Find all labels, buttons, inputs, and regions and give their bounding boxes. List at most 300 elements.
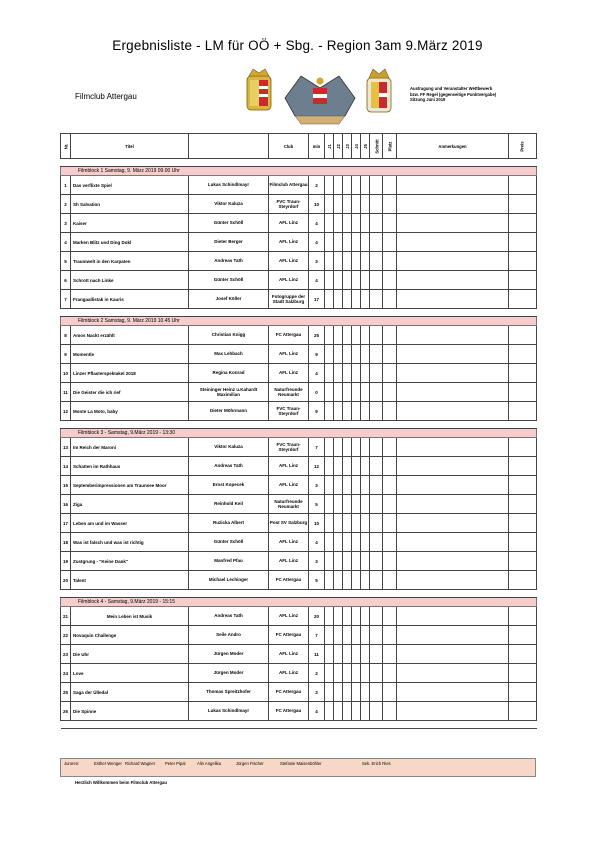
score-cell[interactable] [361, 364, 370, 383]
score-cell[interactable] [383, 626, 397, 645]
cell-titel: Mein Leben ist Musik [71, 607, 189, 626]
score-cell[interactable] [361, 326, 370, 345]
cell-autor: Günter Schöll [189, 214, 269, 233]
score-cell[interactable] [352, 438, 361, 457]
score-cell[interactable] [343, 533, 352, 552]
table-row [61, 326, 537, 345]
score-cell[interactable] [509, 364, 537, 383]
score-cell[interactable] [352, 683, 361, 702]
juror-name: Esther Wenger [94, 761, 122, 766]
score-cell[interactable] [383, 552, 397, 571]
score-cell[interactable] [397, 683, 509, 702]
score-cell[interactable] [325, 195, 334, 214]
score-cell[interactable] [370, 571, 383, 590]
score-cell[interactable] [397, 702, 509, 721]
score-cell[interactable] [361, 495, 370, 514]
score-cell[interactable] [370, 290, 383, 309]
score-cell[interactable] [509, 438, 537, 457]
score-cell[interactable] [325, 607, 334, 626]
score-cell[interactable] [509, 345, 537, 364]
score-cell[interactable] [325, 476, 334, 495]
score-cell[interactable] [343, 495, 352, 514]
cell-min: 3 [309, 476, 325, 495]
score-cell[interactable] [334, 571, 343, 590]
score-cell[interactable] [361, 457, 370, 476]
cell-club: Naturfreunde Neumarkt [269, 383, 309, 402]
score-cell[interactable] [352, 514, 361, 533]
score-cell[interactable] [361, 252, 370, 271]
col-nr: Nr. [61, 134, 71, 159]
cell-nr: 2 [61, 195, 71, 214]
score-cell[interactable] [383, 383, 397, 402]
score-cell[interactable] [352, 476, 361, 495]
score-cell[interactable] [361, 514, 370, 533]
score-cell[interactable] [361, 214, 370, 233]
score-cell[interactable] [383, 495, 397, 514]
score-cell[interactable] [370, 438, 383, 457]
score-cell[interactable] [343, 271, 352, 290]
score-cell[interactable] [325, 252, 334, 271]
score-cell[interactable] [397, 252, 509, 271]
score-cell[interactable] [397, 233, 509, 252]
score-cell[interactable] [361, 345, 370, 364]
score-cell[interactable] [325, 402, 334, 421]
score-cell[interactable] [352, 702, 361, 721]
score-cell[interactable] [383, 176, 397, 195]
score-cell[interactable] [334, 176, 343, 195]
score-cell[interactable] [352, 457, 361, 476]
score-cell[interactable] [343, 607, 352, 626]
score-cell[interactable] [509, 326, 537, 345]
score-cell[interactable] [334, 495, 343, 514]
table-row [61, 533, 537, 552]
score-cell[interactable] [325, 233, 334, 252]
score-cell[interactable] [343, 476, 352, 495]
score-cell[interactable] [370, 214, 383, 233]
cell-autor: Andreas Tath [189, 607, 269, 626]
score-cell[interactable] [325, 290, 334, 309]
block-header-row [61, 167, 537, 176]
score-cell[interactable] [370, 457, 383, 476]
score-cell[interactable] [361, 552, 370, 571]
score-cell[interactable] [334, 438, 343, 457]
score-cell[interactable] [352, 195, 361, 214]
score-cell[interactable] [325, 383, 334, 402]
score-cell[interactable] [397, 402, 509, 421]
score-cell[interactable] [325, 571, 334, 590]
score-cell[interactable] [383, 533, 397, 552]
score-cell[interactable] [343, 402, 352, 421]
score-cell[interactable] [370, 195, 383, 214]
score-cell[interactable] [352, 402, 361, 421]
score-cell[interactable] [509, 533, 537, 552]
score-cell[interactable] [370, 402, 383, 421]
score-cell[interactable] [343, 571, 352, 590]
score-cell[interactable] [352, 326, 361, 345]
score-cell[interactable] [383, 664, 397, 683]
score-cell[interactable] [383, 571, 397, 590]
score-cell[interactable] [352, 271, 361, 290]
score-cell[interactable] [343, 552, 352, 571]
score-cell[interactable] [352, 607, 361, 626]
score-cell[interactable] [397, 438, 509, 457]
score-cell[interactable] [325, 326, 334, 345]
score-cell[interactable] [334, 645, 343, 664]
info-line: Sitzung Juni 2019 [410, 97, 446, 102]
score-cell[interactable] [370, 495, 383, 514]
score-cell[interactable] [325, 702, 334, 721]
score-cell[interactable] [397, 345, 509, 364]
score-cell[interactable] [383, 402, 397, 421]
score-cell[interactable] [397, 626, 509, 645]
score-cell[interactable] [334, 252, 343, 271]
block-header-row [61, 598, 537, 607]
cell-min: 3 [309, 552, 325, 571]
cell-club: AFL Linz [269, 552, 309, 571]
col-platz: Platz [383, 134, 397, 159]
cell-min: 7 [309, 438, 325, 457]
score-cell[interactable] [397, 476, 509, 495]
score-cell[interactable] [361, 571, 370, 590]
cell-min: 4 [309, 214, 325, 233]
score-cell[interactable] [397, 271, 509, 290]
cell-club: FC Attergau [269, 571, 309, 590]
score-cell[interactable] [352, 383, 361, 402]
cell-titel: Momentle [71, 345, 189, 364]
score-cell[interactable] [361, 645, 370, 664]
score-cell[interactable] [334, 290, 343, 309]
score-cell[interactable] [370, 176, 383, 195]
score-cell[interactable] [383, 645, 397, 664]
score-cell[interactable] [334, 702, 343, 721]
score-cell[interactable] [334, 214, 343, 233]
score-cell[interactable] [383, 683, 397, 702]
score-cell[interactable] [370, 364, 383, 383]
score-cell[interactable] [325, 626, 334, 645]
cell-titel: Zustgrung - "Keine Dank" [71, 552, 189, 571]
score-cell[interactable] [383, 195, 397, 214]
score-cell[interactable] [343, 290, 352, 309]
score-cell[interactable] [509, 552, 537, 571]
cell-autor: Christian Knigg [189, 326, 269, 345]
score-cell[interactable] [397, 607, 509, 626]
table-row [61, 233, 537, 252]
score-cell[interactable] [397, 290, 509, 309]
score-cell[interactable] [370, 514, 383, 533]
score-cell[interactable] [397, 214, 509, 233]
score-cell[interactable] [352, 552, 361, 571]
cell-min: 5 [309, 495, 325, 514]
score-cell[interactable] [361, 402, 370, 421]
score-cell[interactable] [325, 664, 334, 683]
score-cell[interactable] [343, 626, 352, 645]
score-cell[interactable] [370, 476, 383, 495]
score-cell[interactable] [383, 233, 397, 252]
score-cell[interactable] [343, 252, 352, 271]
score-cell[interactable] [325, 214, 334, 233]
score-cell[interactable] [361, 664, 370, 683]
score-cell[interactable] [343, 383, 352, 402]
score-cell[interactable] [397, 664, 509, 683]
block-label: Filmblock 3 - Samstag, 9.März 2019 - 13:30 [61, 429, 537, 438]
cell-titel: Die Uhr [71, 645, 189, 664]
score-cell[interactable] [352, 626, 361, 645]
cell-club: FVC Traun-Steyrdorf [269, 438, 309, 457]
score-cell[interactable] [370, 683, 383, 702]
score-cell[interactable] [343, 438, 352, 457]
score-cell[interactable] [370, 345, 383, 364]
cell-min: 0 [309, 383, 325, 402]
score-cell[interactable] [397, 514, 509, 533]
score-cell[interactable] [352, 645, 361, 664]
score-cell[interactable] [343, 214, 352, 233]
score-cell[interactable] [370, 552, 383, 571]
score-cell[interactable] [370, 626, 383, 645]
score-cell[interactable] [325, 345, 334, 364]
score-cell[interactable] [352, 571, 361, 590]
score-cell[interactable] [509, 495, 537, 514]
score-cell[interactable] [509, 214, 537, 233]
score-cell[interactable] [383, 214, 397, 233]
cell-club: AFL Linz [269, 457, 309, 476]
score-cell[interactable] [343, 683, 352, 702]
score-cell[interactable] [334, 457, 343, 476]
juror-name: Sek. Erich Ries [362, 761, 391, 766]
score-cell[interactable] [509, 457, 537, 476]
score-cell[interactable] [361, 290, 370, 309]
score-cell[interactable] [334, 533, 343, 552]
score-cell[interactable] [509, 195, 537, 214]
score-cell[interactable] [334, 626, 343, 645]
score-cell[interactable] [370, 664, 383, 683]
score-cell[interactable] [509, 702, 537, 721]
cell-min: 4 [309, 702, 325, 721]
score-cell[interactable] [509, 514, 537, 533]
cell-autor: Andreas Tath [189, 252, 269, 271]
score-cell[interactable] [343, 514, 352, 533]
score-cell[interactable] [334, 552, 343, 571]
score-cell[interactable] [352, 214, 361, 233]
score-cell[interactable] [509, 252, 537, 271]
score-cell[interactable] [383, 438, 397, 457]
results-table [60, 133, 537, 729]
score-cell[interactable] [361, 607, 370, 626]
cell-nr: 20 [61, 571, 71, 590]
score-cell[interactable] [397, 645, 509, 664]
table-row [61, 383, 537, 402]
club-name: Filmclub Attergau [75, 92, 137, 101]
score-cell[interactable] [370, 233, 383, 252]
score-cell[interactable] [352, 495, 361, 514]
score-cell[interactable] [352, 176, 361, 195]
score-cell[interactable] [343, 233, 352, 252]
score-cell[interactable] [383, 271, 397, 290]
score-cell[interactable] [352, 664, 361, 683]
score-cell[interactable] [343, 702, 352, 721]
cell-titel: Talent [71, 571, 189, 590]
score-cell[interactable] [361, 383, 370, 402]
table-row [61, 476, 537, 495]
score-cell[interactable] [370, 607, 383, 626]
cell-nr: 13 [61, 438, 71, 457]
score-cell[interactable] [361, 195, 370, 214]
score-cell[interactable] [383, 607, 397, 626]
score-cell[interactable] [325, 683, 334, 702]
score-cell[interactable] [343, 664, 352, 683]
score-cell[interactable] [334, 664, 343, 683]
score-cell[interactable] [361, 476, 370, 495]
cell-autor: Josef Köller [189, 290, 269, 309]
cell-nr: 18 [61, 533, 71, 552]
score-cell[interactable] [343, 176, 352, 195]
score-cell[interactable] [383, 290, 397, 309]
table-row [61, 664, 537, 683]
cell-min: 11 [309, 645, 325, 664]
score-cell[interactable] [325, 552, 334, 571]
score-cell[interactable] [325, 533, 334, 552]
score-cell[interactable] [509, 290, 537, 309]
cell-titel: Saga der Ülledal [71, 683, 189, 702]
score-cell[interactable] [361, 683, 370, 702]
score-cell[interactable] [509, 383, 537, 402]
score-cell[interactable] [361, 702, 370, 721]
score-cell[interactable] [383, 476, 397, 495]
score-cell[interactable] [361, 233, 370, 252]
cell-titel: Die Spinne [71, 702, 189, 721]
score-cell[interactable] [397, 383, 509, 402]
col-j1: J1 [325, 134, 334, 159]
score-cell[interactable] [334, 607, 343, 626]
score-cell[interactable] [343, 364, 352, 383]
score-cell[interactable] [370, 383, 383, 402]
score-cell[interactable] [509, 402, 537, 421]
score-cell[interactable] [334, 326, 343, 345]
score-cell[interactable] [343, 645, 352, 664]
score-cell[interactable] [397, 195, 509, 214]
score-cell[interactable] [509, 233, 537, 252]
cell-nr: 16 [61, 495, 71, 514]
cell-club: AFL Linz [269, 364, 309, 383]
score-cell[interactable] [334, 402, 343, 421]
juror-name: Alin Angelika [197, 761, 221, 766]
score-cell[interactable] [352, 364, 361, 383]
score-cell[interactable] [334, 364, 343, 383]
info-text [410, 86, 496, 103]
score-cell[interactable] [397, 533, 509, 552]
score-cell[interactable] [397, 364, 509, 383]
score-cell[interactable] [383, 345, 397, 364]
cell-min: 3 [309, 683, 325, 702]
cell-titel: Marken Blitz und Ding Dokl [71, 233, 189, 252]
score-cell[interactable] [370, 702, 383, 721]
cell-min: 4 [309, 364, 325, 383]
score-cell[interactable] [343, 457, 352, 476]
score-cell[interactable] [325, 438, 334, 457]
score-cell[interactable] [334, 195, 343, 214]
score-cell[interactable] [361, 438, 370, 457]
score-cell[interactable] [370, 271, 383, 290]
score-cell[interactable] [325, 514, 334, 533]
score-cell[interactable] [509, 626, 537, 645]
cell-club: AFL Linz [269, 345, 309, 364]
score-cell[interactable] [361, 626, 370, 645]
score-cell[interactable] [383, 702, 397, 721]
cell-titel: Die Geister die ich rief [71, 383, 189, 402]
score-cell[interactable] [397, 176, 509, 195]
table-row [61, 176, 537, 195]
score-cell[interactable] [325, 176, 334, 195]
cell-nr: 22 [61, 626, 71, 645]
score-cell[interactable] [509, 645, 537, 664]
score-cell[interactable] [325, 457, 334, 476]
score-cell[interactable] [352, 533, 361, 552]
score-cell[interactable] [361, 271, 370, 290]
score-cell[interactable] [343, 326, 352, 345]
score-cell[interactable] [383, 364, 397, 383]
score-cell[interactable] [397, 552, 509, 571]
score-cell[interactable] [334, 514, 343, 533]
score-cell[interactable] [334, 683, 343, 702]
score-cell[interactable] [361, 176, 370, 195]
score-cell[interactable] [334, 383, 343, 402]
score-cell[interactable] [361, 533, 370, 552]
score-cell[interactable] [370, 645, 383, 664]
score-cell[interactable] [325, 645, 334, 664]
score-cell[interactable] [383, 457, 397, 476]
score-cell[interactable] [383, 326, 397, 345]
score-cell[interactable] [343, 195, 352, 214]
score-cell[interactable] [509, 571, 537, 590]
score-cell[interactable] [370, 252, 383, 271]
score-cell[interactable] [325, 271, 334, 290]
score-cell[interactable] [334, 233, 343, 252]
score-cell[interactable] [397, 457, 509, 476]
cell-titel: Im Reich der Maroni [71, 438, 189, 457]
score-cell[interactable] [509, 271, 537, 290]
score-cell[interactable] [383, 514, 397, 533]
score-cell[interactable] [352, 290, 361, 309]
score-cell[interactable] [509, 683, 537, 702]
score-cell[interactable] [334, 476, 343, 495]
score-cell[interactable] [334, 345, 343, 364]
score-cell[interactable] [397, 571, 509, 590]
score-cell[interactable] [509, 664, 537, 683]
score-cell[interactable] [509, 476, 537, 495]
table-row [61, 271, 537, 290]
score-cell[interactable] [397, 495, 509, 514]
block-header-row [61, 429, 537, 438]
score-cell[interactable] [352, 345, 361, 364]
score-cell[interactable] [370, 326, 383, 345]
score-cell[interactable] [325, 364, 334, 383]
juror-name: Peter Pipal [165, 761, 186, 766]
score-cell[interactable] [383, 252, 397, 271]
score-cell[interactable] [509, 176, 537, 195]
score-cell[interactable] [334, 271, 343, 290]
cell-club: Filmclub Attergau [269, 176, 309, 195]
table-row [61, 495, 537, 514]
table-row [61, 214, 537, 233]
score-cell[interactable] [325, 495, 334, 514]
score-cell[interactable] [352, 233, 361, 252]
score-cell[interactable] [397, 326, 509, 345]
score-cell[interactable] [370, 533, 383, 552]
footer-note: Herzlich Willkommen beim Filmclub Attergau [75, 780, 167, 785]
score-cell[interactable] [509, 607, 537, 626]
score-cell[interactable] [352, 252, 361, 271]
score-cell[interactable] [343, 345, 352, 364]
cell-club: AFL Linz [269, 533, 309, 552]
